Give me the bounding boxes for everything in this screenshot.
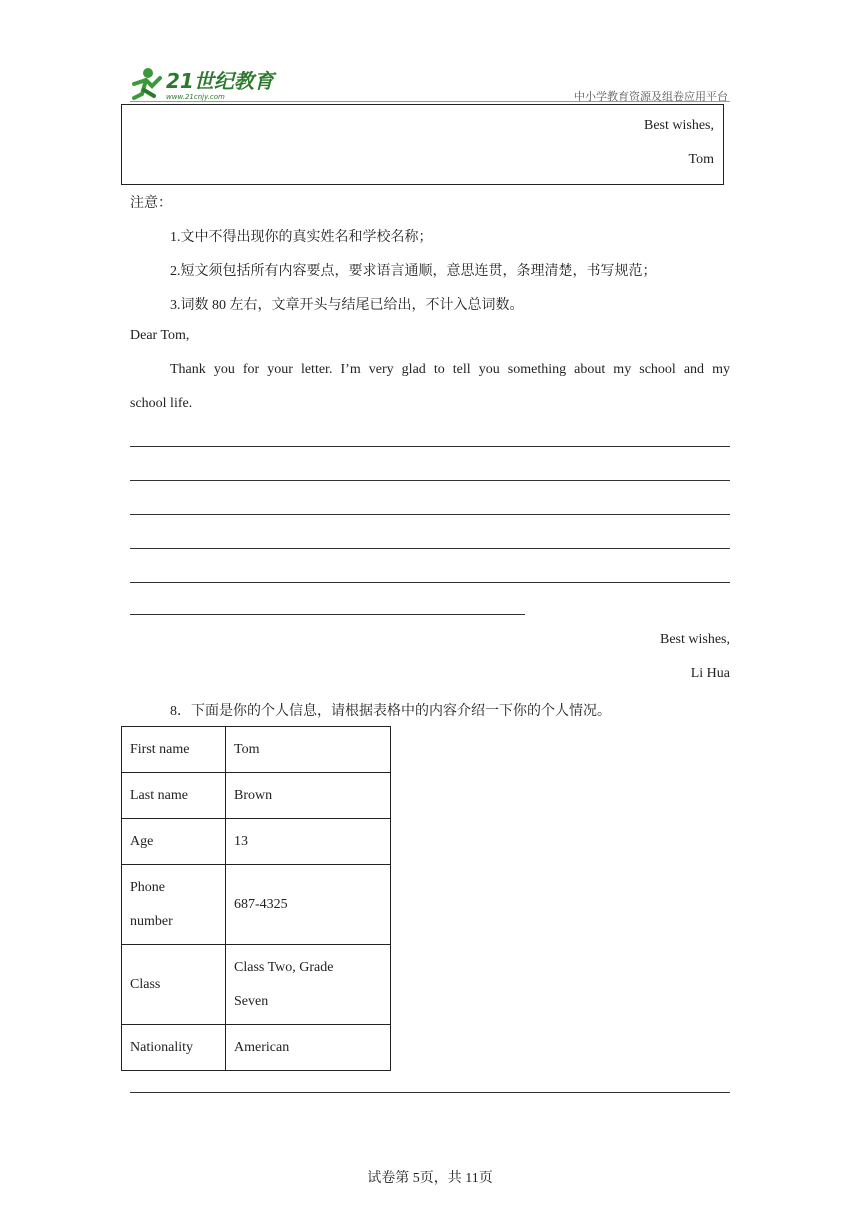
box-name: Tom: [688, 152, 714, 167]
table-label: Last name: [122, 773, 226, 819]
letter-greeting: Dear Tom,: [130, 328, 190, 343]
table-label-line: Phone: [130, 879, 165, 895]
writing-line: [130, 480, 730, 481]
platform-name: 中小学教育资源及组卷应用平台: [574, 90, 728, 103]
writing-line: [130, 446, 730, 447]
table-row: [122, 1025, 391, 1071]
table-row: [122, 727, 391, 773]
question-8-prompt: 8．下面是你的个人信息，请根据表格中的内容介绍一下你的个人情况。: [170, 704, 611, 719]
table-label: Age: [122, 819, 226, 865]
table-label: First name: [122, 727, 226, 773]
table-value: 687-4325: [226, 865, 391, 945]
table-row: [122, 945, 391, 1025]
table-value: Brown: [226, 773, 391, 819]
letter-signature: Li Hua: [690, 666, 730, 681]
page-footer: 试卷第 5页，共 11页: [367, 1171, 493, 1186]
letter-closing: Best wishes,: [660, 632, 730, 647]
table-label: Nationality: [122, 1025, 226, 1071]
table-value-line: Class Two, Grade: [234, 959, 334, 975]
table-value: [226, 945, 391, 1025]
header-divider: [130, 101, 730, 102]
table-value: 13: [226, 819, 391, 865]
table-value: American: [226, 1025, 391, 1071]
table-value-line: Seven: [234, 993, 269, 1009]
box-closing: Best wishes,: [644, 118, 714, 133]
note-item: 2.短文须包括所有内容要点，要求语言通顺，意思连贯，条理清楚，书写规范；: [170, 264, 657, 279]
writing-line: [130, 514, 730, 515]
table-label: Class: [122, 945, 226, 1025]
table-value: Tom: [226, 727, 391, 773]
note-item: 1.文中不得出现你的真实姓名和学校名称；: [170, 230, 433, 245]
letter-line-2: school life.: [130, 396, 193, 411]
table-label: [122, 865, 226, 945]
letter-box: [121, 104, 724, 185]
writing-line: [130, 582, 730, 583]
site-logo: [126, 64, 286, 104]
notes-title: 注意：: [130, 196, 172, 211]
writing-line: [130, 614, 525, 615]
writing-line: [130, 548, 730, 549]
writing-line: [130, 1092, 730, 1093]
table-row: [122, 865, 391, 945]
personal-info-table: [121, 726, 391, 1071]
table-row: [122, 773, 391, 819]
logo-url: www.21cnjy.com: [166, 93, 225, 101]
note-item: 3.词数 80 左右，文章开头与结尾已给出，不计入总词数。: [170, 298, 524, 313]
table-row: [122, 819, 391, 865]
letter-line-1: Thank you for your letter. I’m very glad to tell you something about my school and my: [170, 362, 730, 377]
logo-text: 21世纪教育: [166, 69, 274, 93]
runner-logo-icon: [126, 64, 286, 104]
table-label-line: number: [130, 913, 173, 929]
